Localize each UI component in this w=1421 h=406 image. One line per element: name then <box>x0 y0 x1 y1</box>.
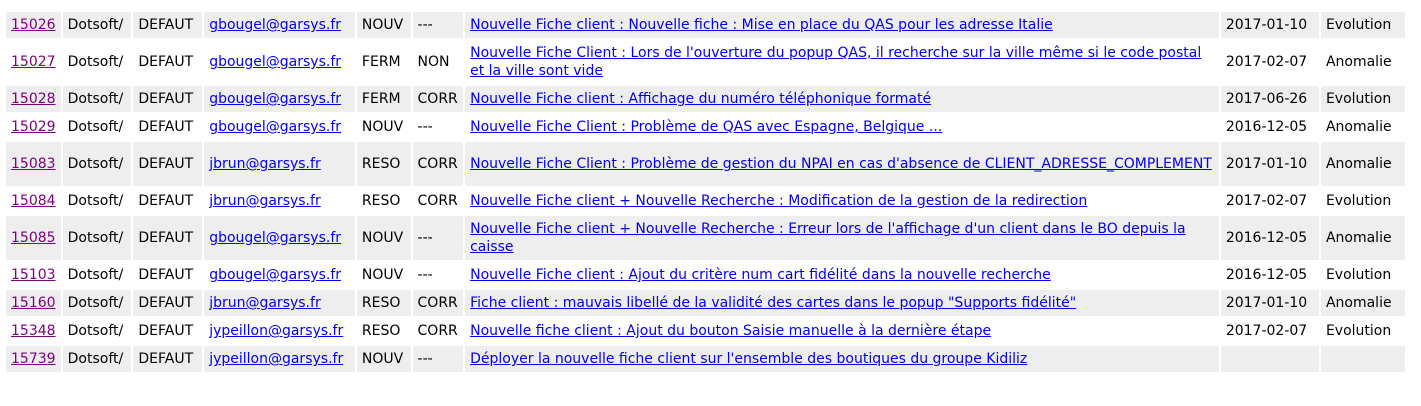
bug-list-table <box>4 10 1407 374</box>
table-row <box>6 262 1405 288</box>
component-cell: DEFAUT <box>133 290 202 316</box>
date-cell: 2017-02-07 <box>1221 318 1319 344</box>
severity-cell: Evolution <box>1321 188 1405 214</box>
bug-id-cell <box>6 290 61 316</box>
assignee-email-link[interactable]: gbougel@garsys.fr <box>209 267 342 283</box>
date-cell: 2017-02-07 <box>1221 188 1319 214</box>
date-cell: 2017-01-10 <box>1221 12 1319 38</box>
assignee-cell <box>204 188 355 214</box>
date-cell: 2016-12-05 <box>1221 114 1319 140</box>
component-cell: DEFAUT <box>133 318 202 344</box>
resolution-cell: --- <box>413 216 464 260</box>
product-cell: Dotsoft/ <box>63 12 132 38</box>
table-row <box>6 318 1405 344</box>
summary-link[interactable]: Nouvelle Fiche Client : Problème de QAS avec Espagne, Belgique ... <box>470 119 943 135</box>
severity-cell <box>1321 346 1405 372</box>
component-cell: DEFAUT <box>133 86 202 112</box>
date-cell: 2016-12-05 <box>1221 262 1319 288</box>
bug-id-link[interactable]: 15083 <box>11 156 56 172</box>
resolution-cell: NON <box>413 40 464 84</box>
summary-link[interactable]: Déployer la nouvelle fiche client sur l'ensemble des boutiques du groupe Kidiliz <box>470 351 1028 367</box>
status-cell: RESO <box>357 318 411 344</box>
product-cell: Dotsoft/ <box>63 216 132 260</box>
date-cell: 2017-01-10 <box>1221 290 1319 316</box>
severity-cell: Evolution <box>1321 12 1405 38</box>
summary-cell <box>465 188 1219 214</box>
assignee-cell <box>204 142 355 186</box>
assignee-cell <box>204 262 355 288</box>
status-cell: NOUV <box>357 12 411 38</box>
product-cell: Dotsoft/ <box>63 290 132 316</box>
product-cell: Dotsoft/ <box>63 40 132 84</box>
resolution-cell: CORR <box>413 318 464 344</box>
summary-link[interactable]: Nouvelle Fiche client + Nouvelle Recherche : Erreur lors de l'affichage d'un client dans le BO depuis la caisse <box>470 221 1186 255</box>
severity-cell: Anomalie <box>1321 40 1405 84</box>
summary-cell <box>465 142 1219 186</box>
assignee-email-link[interactable]: gbougel@garsys.fr <box>209 119 342 135</box>
summary-link[interactable]: Nouvelle Fiche client : Nouvelle fiche : Mise en place du QAS pour les adresse Italie <box>470 17 1053 33</box>
table-row <box>6 86 1405 112</box>
bug-id-link[interactable]: 15085 <box>11 230 56 246</box>
component-cell: DEFAUT <box>133 216 202 260</box>
table-row <box>6 290 1405 316</box>
summary-cell <box>465 346 1219 372</box>
component-cell: DEFAUT <box>133 346 202 372</box>
component-cell: DEFAUT <box>133 40 202 84</box>
bug-id-cell <box>6 188 61 214</box>
component-cell: DEFAUT <box>133 188 202 214</box>
assignee-email-link[interactable]: gbougel@garsys.fr <box>209 54 342 70</box>
product-cell: Dotsoft/ <box>63 114 132 140</box>
bug-id-link[interactable]: 15026 <box>11 17 56 33</box>
assignee-email-link[interactable]: jypeillon@garsys.fr <box>209 323 344 339</box>
assignee-cell <box>204 12 355 38</box>
table-row <box>6 216 1405 260</box>
assignee-email-link[interactable]: jypeillon@garsys.fr <box>209 351 344 367</box>
component-cell: DEFAUT <box>133 262 202 288</box>
status-cell: RESO <box>357 188 411 214</box>
date-cell: 2017-02-07 <box>1221 40 1319 84</box>
date-cell: 2016-12-05 <box>1221 216 1319 260</box>
date-cell: 2017-01-10 <box>1221 142 1319 186</box>
product-cell: Dotsoft/ <box>63 262 132 288</box>
assignee-cell <box>204 40 355 84</box>
assignee-email-link[interactable]: gbougel@garsys.fr <box>209 91 342 107</box>
component-cell: DEFAUT <box>133 114 202 140</box>
severity-cell: Anomalie <box>1321 142 1405 186</box>
bug-id-cell <box>6 114 61 140</box>
date-cell: 2017-06-26 <box>1221 86 1319 112</box>
severity-cell: Evolution <box>1321 262 1405 288</box>
resolution-cell: CORR <box>413 188 464 214</box>
bug-id-cell <box>6 346 61 372</box>
bug-id-link[interactable]: 15029 <box>11 119 56 135</box>
table-row <box>6 12 1405 38</box>
severity-cell: Anomalie <box>1321 216 1405 260</box>
resolution-cell: CORR <box>413 290 464 316</box>
resolution-cell: --- <box>413 346 464 372</box>
component-cell: DEFAUT <box>133 12 202 38</box>
table-row <box>6 40 1405 84</box>
bug-id-link[interactable]: 15027 <box>11 54 56 70</box>
bug-id-link[interactable]: 15160 <box>11 295 56 311</box>
summary-link[interactable]: Fiche client : mauvais libellé de la validité des cartes dans le popup "Supports fidélité" <box>470 295 1077 311</box>
product-cell: Dotsoft/ <box>63 142 132 186</box>
assignee-cell <box>204 216 355 260</box>
severity-cell: Anomalie <box>1321 290 1405 316</box>
status-cell: FERM <box>357 40 411 84</box>
product-cell: Dotsoft/ <box>63 318 132 344</box>
product-cell: Dotsoft/ <box>63 346 132 372</box>
resolution-cell: CORR <box>413 142 464 186</box>
resolution-cell: --- <box>413 114 464 140</box>
bug-id-link[interactable]: 15739 <box>11 351 56 367</box>
severity-cell: Evolution <box>1321 318 1405 344</box>
bug-id-link[interactable]: 15084 <box>11 193 56 209</box>
summary-cell <box>465 40 1219 84</box>
table-row <box>6 188 1405 214</box>
bug-id-link[interactable]: 15028 <box>11 91 56 107</box>
summary-cell <box>465 216 1219 260</box>
status-cell: NOUV <box>357 216 411 260</box>
date-cell <box>1221 346 1319 372</box>
status-cell: NOUV <box>357 262 411 288</box>
bug-id-link[interactable]: 15348 <box>11 323 56 339</box>
summary-cell <box>465 114 1219 140</box>
assignee-cell <box>204 290 355 316</box>
bug-id-cell <box>6 318 61 344</box>
table-row <box>6 142 1405 186</box>
bug-id-cell <box>6 142 61 186</box>
summary-link[interactable]: Nouvelle Fiche client : Ajout du critère num cart fidélité dans la nouvelle recherche <box>470 267 1051 283</box>
assignee-cell <box>204 318 355 344</box>
table-row <box>6 114 1405 140</box>
status-cell: NOUV <box>357 346 411 372</box>
product-cell: Dotsoft/ <box>63 86 132 112</box>
assignee-email-link[interactable]: jbrun@garsys.fr <box>209 156 321 172</box>
assignee-email-link[interactable]: gbougel@garsys.fr <box>209 230 342 246</box>
severity-cell: Evolution <box>1321 86 1405 112</box>
bug-id-cell <box>6 216 61 260</box>
summary-cell <box>465 86 1219 112</box>
bug-id-cell <box>6 12 61 38</box>
summary-cell <box>465 290 1219 316</box>
bug-id-cell <box>6 40 61 84</box>
assignee-email-link[interactable]: jbrun@garsys.fr <box>209 295 321 311</box>
summary-link[interactable]: Nouvelle Fiche Client : Problème de gestion du NPAI en cas d'absence de CLIENT_ADRESSE_COMPLEMENT <box>470 156 1212 172</box>
status-cell: FERM <box>357 86 411 112</box>
summary-link[interactable]: Nouvelle Fiche client + Nouvelle Recherche : Modification de la gestion de la redirection <box>470 193 1088 209</box>
resolution-cell: CORR <box>413 86 464 112</box>
summary-link[interactable]: Nouvelle fiche client : Ajout du bouton Saisie manuelle à la dernière étape <box>470 323 992 339</box>
product-cell: Dotsoft/ <box>63 188 132 214</box>
bug-id-cell <box>6 86 61 112</box>
resolution-cell: --- <box>413 12 464 38</box>
assignee-email-link[interactable]: gbougel@garsys.fr <box>209 17 342 33</box>
summary-cell <box>465 12 1219 38</box>
status-cell: RESO <box>357 290 411 316</box>
status-cell: RESO <box>357 142 411 186</box>
summary-link[interactable]: Nouvelle Fiche Client : Lors de l'ouverture du popup QAS, il recherche sur la ville même si le code postal et la ville sont vide <box>470 45 1202 79</box>
summary-cell <box>465 262 1219 288</box>
resolution-cell: --- <box>413 262 464 288</box>
assignee-cell <box>204 86 355 112</box>
bug-id-link[interactable]: 15103 <box>11 267 56 283</box>
assignee-cell <box>204 346 355 372</box>
status-cell: NOUV <box>357 114 411 140</box>
bug-id-cell <box>6 262 61 288</box>
severity-cell: Anomalie <box>1321 114 1405 140</box>
summary-cell <box>465 318 1219 344</box>
summary-link[interactable]: Nouvelle Fiche client : Affichage du numéro téléphonique formaté <box>470 91 932 107</box>
assignee-email-link[interactable]: jbrun@garsys.fr <box>209 193 321 209</box>
table-row <box>6 346 1405 372</box>
component-cell: DEFAUT <box>133 142 202 186</box>
assignee-cell <box>204 114 355 140</box>
